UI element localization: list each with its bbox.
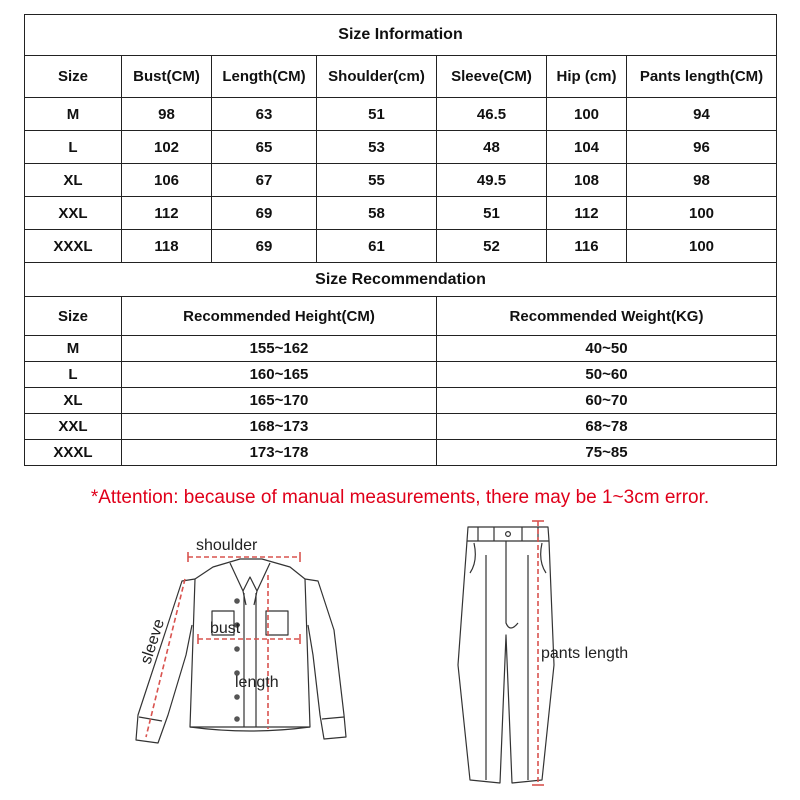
size-info-cell: 51	[317, 98, 437, 131]
size-info-cell: 100	[627, 197, 777, 230]
size-info-cell: L	[25, 131, 122, 164]
size-rec-cell: 160~165	[122, 362, 437, 388]
size-info-cell: 67	[212, 164, 317, 197]
size-info-cell: 63	[212, 98, 317, 131]
size-info-cell: 98	[627, 164, 777, 197]
size-rec-cell: 60~70	[437, 388, 777, 414]
size-info-cell: 55	[317, 164, 437, 197]
pants-waistband	[467, 527, 549, 541]
size-rec-row	[25, 336, 777, 362]
pants-pockets	[470, 543, 546, 573]
size-rec-row	[25, 388, 777, 414]
pants-button	[506, 532, 511, 537]
size-info-cell: 116	[547, 230, 627, 263]
pants-fly	[506, 541, 518, 628]
size-info-cell: 100	[547, 98, 627, 131]
shirt-body	[190, 559, 310, 727]
size-info-cell: XXXL	[25, 230, 122, 263]
size-info-cell: 108	[547, 164, 627, 197]
size-info-header-cell: Length(CM)	[212, 56, 317, 98]
size-rec-row	[25, 440, 777, 466]
size-info-cell: 118	[122, 230, 212, 263]
size-rec-cell: 68~78	[437, 414, 777, 440]
size-info-header-cell: Hip (cm)	[547, 56, 627, 98]
size-info-row	[25, 230, 777, 263]
size-info-cell: 104	[547, 131, 627, 164]
length-label: length	[235, 674, 279, 691]
size-info-row	[25, 131, 777, 164]
size-rec-header-row	[25, 297, 777, 336]
size-info-header-cell: Size	[25, 56, 122, 98]
size-rec-cell: 50~60	[437, 362, 777, 388]
size-rec-cell: XL	[25, 388, 122, 414]
size-info-row	[25, 98, 777, 131]
size-info-cell: 94	[627, 98, 777, 131]
size-rec-header-cell: Recommended Weight(KG)	[437, 297, 777, 336]
size-rec-cell: 75~85	[437, 440, 777, 466]
size-info-cell: 106	[122, 164, 212, 197]
bust-label: bust	[210, 620, 241, 637]
size-info-cell: 52	[437, 230, 547, 263]
size-info-cell: 112	[547, 197, 627, 230]
size-info-cell: XL	[25, 164, 122, 197]
size-info-title: Size Information	[25, 15, 777, 56]
size-rec-cell: XXXL	[25, 440, 122, 466]
size-info-cell: 69	[212, 230, 317, 263]
size-info-header-cell: Sleeve(CM)	[437, 56, 547, 98]
size-info-cell: 49.5	[437, 164, 547, 197]
size-info-cell: XXL	[25, 197, 122, 230]
shirt-buttons	[234, 598, 240, 722]
size-info-cell: 53	[317, 131, 437, 164]
size-rec-header-cell: Size	[25, 297, 122, 336]
size-info-cell: 46.5	[437, 98, 547, 131]
size-info-header-cell: Bust(CM)	[122, 56, 212, 98]
size-info-cell: 112	[122, 197, 212, 230]
size-chart-table	[24, 14, 777, 466]
size-rec-cell: 155~162	[122, 336, 437, 362]
pants-length-label: pants length	[541, 645, 629, 662]
size-info-row	[25, 197, 777, 230]
shoulder-label: shoulder	[196, 537, 258, 554]
size-rec-cell: L	[25, 362, 122, 388]
size-info-header-cell: Pants length(CM)	[627, 56, 777, 98]
shirt-right-cuff	[322, 717, 344, 719]
size-info-title-row	[25, 15, 777, 56]
shirt-right-sleeve	[305, 579, 346, 739]
size-rec-header-cell: Recommended Height(CM)	[122, 297, 437, 336]
size-info-cell: 100	[627, 230, 777, 263]
size-info-cell: 65	[212, 131, 317, 164]
measurement-diagram	[0, 515, 800, 800]
size-rec-cell: 40~50	[437, 336, 777, 362]
pants-illustration	[458, 527, 554, 783]
shirt-right-pocket	[266, 611, 288, 635]
size-rec-title: Size Recommendation	[25, 263, 777, 297]
size-info-header-cell: Shoulder(cm)	[317, 56, 437, 98]
size-info-row	[25, 164, 777, 197]
size-info-cell: 48	[437, 131, 547, 164]
size-rec-row	[25, 414, 777, 440]
size-info-cell: 102	[122, 131, 212, 164]
size-info-cell: 58	[317, 197, 437, 230]
size-rec-cell: M	[25, 336, 122, 362]
size-rec-cell: 168~173	[122, 414, 437, 440]
pants-belt-loops	[478, 527, 538, 541]
sleeve-label: sleeve	[137, 616, 169, 667]
shirt-placket	[244, 593, 256, 727]
size-info-header-row	[25, 56, 777, 98]
size-rec-cell: XXL	[25, 414, 122, 440]
size-rec-cell: 165~170	[122, 388, 437, 414]
attention-note: *Attention: because of manual measurements, there may be 1~3cm error.	[90, 487, 710, 508]
size-rec-cell: 173~178	[122, 440, 437, 466]
size-rec-title-row	[25, 263, 777, 297]
size-info-cell: 69	[212, 197, 317, 230]
size-info-cell: M	[25, 98, 122, 131]
size-rec-row	[25, 362, 777, 388]
size-info-cell: 98	[122, 98, 212, 131]
size-info-cell: 96	[627, 131, 777, 164]
size-info-cell: 61	[317, 230, 437, 263]
size-info-cell: 51	[437, 197, 547, 230]
